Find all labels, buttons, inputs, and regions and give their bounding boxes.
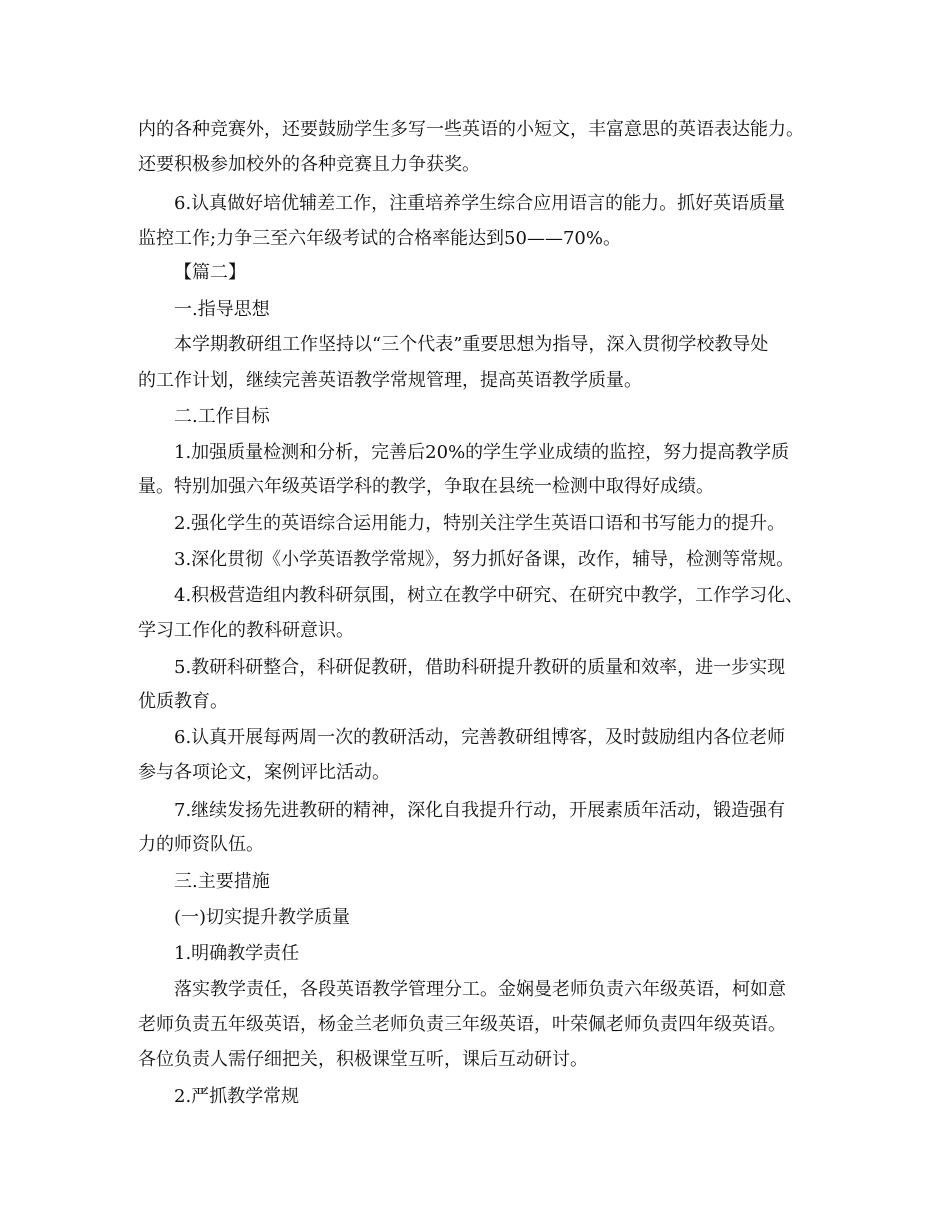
paragraph-line: 优质教育。	[138, 691, 228, 712]
paragraph-line: 落实教学责任，各段英语教学管理分工。金娴曼老师负责六年级英语，柯如意	[174, 979, 786, 1000]
paragraph-line: 6.认真做好培优辅差工作，注重培养学生综合应用语言的能力。抓好英语质量	[174, 193, 786, 214]
paragraph-line: 的工作计划，继续完善英语教学常规管理，提高英语教学质量。	[138, 370, 642, 391]
paragraph-line: 学习工作化的教科研意识。	[138, 620, 354, 641]
paragraph-line: 还要积极参加校外的各种竞赛且力争获奖。	[138, 154, 480, 175]
paragraph-line: 量。特别加强六年级英语学科的教学，争取在县统一检测中取得好成绩。	[138, 476, 714, 497]
paragraph-line: 2.强化学生的英语综合运用能力，特别关注学生英语口语和书写能力的提升。	[174, 513, 786, 534]
section-heading: 一.指导思想	[174, 299, 270, 320]
subsection-heading: 2.严抓教学常规	[174, 1086, 300, 1107]
subsection-heading: (一)切实提升教学质量	[174, 907, 351, 928]
paragraph-line: 参与各项论文，案例评比活动。	[138, 762, 390, 783]
paragraph-line: 6.认真开展每两周一次的教研活动，完善教研组博客，及时鼓励组内各位老师	[174, 727, 786, 748]
paragraph-line: 5.教研科研整合，科研促教研，借助科研提升教研的质量和效率，进一步实现	[174, 657, 786, 678]
paragraph-line: 各位负责人需仔细把关，积极课堂互听，课后互动研讨。	[138, 1049, 588, 1070]
subsection-heading: 1.明确教学责任	[174, 943, 300, 964]
paragraph-line: 4.积极营造组内教科研氛围，树立在教学中研究、在研究中教学，工作学习化、	[174, 585, 804, 606]
paragraph-line: 老师负责五年级英语，杨金兰老师负责三年级英语，叶荣佩老师负责四年级英语。	[138, 1014, 786, 1035]
paragraph-line: 3.深化贯彻《小学英语教学常规》，努力抓好备课，改作，辅导，检测等常规。	[174, 549, 795, 570]
section-heading: 【篇二】	[174, 262, 246, 283]
section-heading: 二.工作目标	[174, 406, 270, 427]
paragraph-line: 1.加强质量检测和分析，完善后20%的学生学业成绩的监控，努力提高教学质	[174, 442, 790, 463]
section-heading: 三.主要措施	[174, 871, 270, 892]
paragraph-line: 7.继续发扬先进教研的精神，深化自我提升行动，开展素质年活动，锻造强有	[174, 800, 786, 821]
paragraph-line: 力的师资队伍。	[138, 834, 264, 855]
paragraph-line: 内的各种竞赛外，还要鼓励学生多写一些英语的小短文，丰富意思的英语表达能力。	[138, 119, 804, 140]
paragraph-line: 本学期教研组工作坚持以“三个代表”重要思想为指导，深入贯彻学校教导处	[174, 334, 769, 355]
paragraph-line: 监控工作;力争三至六年级考试的合格率能达到50——70%。	[138, 228, 621, 249]
